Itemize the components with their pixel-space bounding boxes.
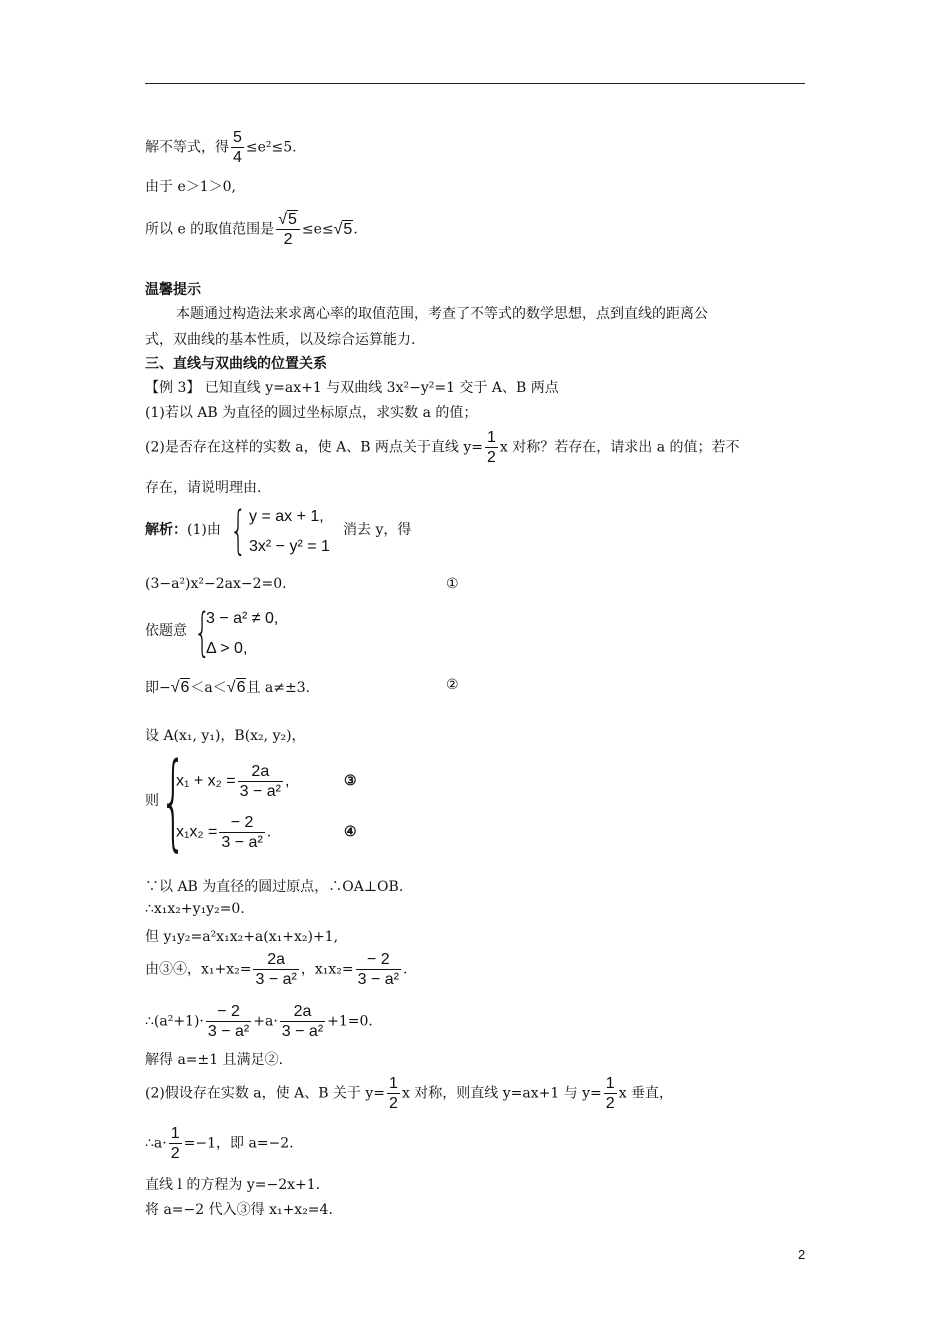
line-l-equation: 直线 l 的方程为 y=−2x+1.: [145, 1177, 321, 1193]
solve-result: 解得 a=±1 且满足②.: [145, 1052, 284, 1068]
system-brace-2: {: [194, 603, 211, 663]
question-1: (1)若以 AB 为直径的圆过坐标原点，求实数 a 的值；: [145, 405, 478, 421]
line-solve-inequality: 解不等式，得 $\frac{5}{4}$ ≤e²≤5.: [145, 129, 297, 166]
system-2-row-1: 3 − a² ≠ 0,: [206, 610, 279, 627]
system-brace-3: {: [160, 740, 187, 862]
sqrt-6-left: √6: [170, 679, 190, 696]
sqrt-6-right: √6: [226, 679, 246, 696]
by-condition: 依题意: [145, 623, 187, 639]
tip-body-1: 本题通过构造法来求离心率的取值范围，考查了不等式的数学思想，点到直线的距离公: [176, 306, 708, 322]
from-34-line: 由③④，x₁+x₂= $\frac{2a}{\text{3 − a²}}$ ，x₁x₂= $\frac{- 2}{\text{3 − a²}}$ .: [145, 951, 408, 988]
substitute-line: 将 a=−2 代入③得 x₁+x₂=4.: [145, 1202, 333, 1218]
system-2-row-2: Δ > 0,: [206, 640, 248, 657]
but-line: 但 y₁y₂=a²x₁x₂+a(x₁+x₂)+1,: [145, 929, 339, 945]
eliminate-y: 消去 y，得: [343, 522, 412, 538]
system-1-row-1: y = ax + 1,: [249, 508, 324, 525]
then-label: 则: [145, 793, 159, 809]
tip-body-2: 式，双曲线的基本性质，以及综合运算能力.: [145, 332, 416, 348]
range-a: 即−√6＜a＜√6且 a≠±3.: [145, 679, 311, 696]
fraction-5-4: $\frac{5}{4}$: [233, 129, 242, 166]
question-2-cont: 存在，请说明理由.: [145, 480, 262, 496]
equation-1: (3−a²)x²−2ax−2=0.: [145, 576, 287, 592]
part-2-assume: (2)假设存在实数 a，使 A、B 关于 y= $\frac{1}{2}$ x 对称，则直线 y=ax+1 与 y= $\frac{1}{2}$ x 垂直，: [145, 1075, 674, 1112]
fraction-1-2: $\frac{1}{2}$: [487, 429, 496, 466]
sqrt-5: √5: [333, 220, 353, 238]
line-e-range: 所以 e 的取值范围是 $\frac{√5}{2}$ ≤e≤√5.: [145, 211, 358, 248]
line-e-positive: 由于 e＞1＞0,: [145, 179, 236, 195]
section-3-heading: 三、直线与双曲线的位置关系: [145, 356, 327, 372]
question-2: (2)是否存在这样的实数 a，使 A、B 两点关于直线 y= $\frac{1}{2}$ x 对称？若存在，请求出 a 的值；若不: [145, 429, 740, 466]
marker-2: ②: [446, 677, 459, 693]
header-rule: [145, 83, 805, 84]
system-brace-1: {: [230, 501, 247, 561]
fraction-sqrt5-2: $\frac{√5}{2}$: [276, 210, 300, 249]
marker-3: ③: [344, 773, 357, 789]
solution-intro: 解析：(1)由: [145, 522, 221, 538]
marker-4: ④: [344, 824, 357, 840]
therefore-line-2: ∴(a²+1)· $\frac{- 2}{\text{3 − a²}}$ +a· $\frac{2a}{\text{3 − a²}}$ +1=0.: [145, 1003, 373, 1040]
therefore-line-1: ∴x₁x₂+y₁y₂=0.: [145, 901, 245, 917]
system-3-row-1: x₁ + x₂ = $\frac{2a}{\text{3 − a²}}$ ,: [176, 763, 290, 800]
system-3-row-2: x₁x₂ = $\frac{- 2}{\text{3 − a²}}$ .: [176, 814, 272, 851]
because-line: ∵以 AB 为直径的圆过原点，∴OA⊥OB.: [145, 879, 404, 895]
therefore-line-3: ∴a· $\frac{1}{2}$ =−1，即 a=−2.: [145, 1125, 294, 1162]
system-1-row-2: 3x² − y² = 1: [249, 538, 330, 555]
page-number: 2: [798, 1247, 806, 1262]
example-3: 【例 3】 已知直线 y=ax+1 与双曲线 3x²−y²=1 交于 A、B 两点: [145, 380, 559, 396]
marker-1: ①: [446, 576, 459, 592]
set-points: 设 A(x₁, y₁)，B(x₂, y₂)，: [145, 728, 306, 744]
tip-title: 温馨提示: [145, 282, 201, 298]
